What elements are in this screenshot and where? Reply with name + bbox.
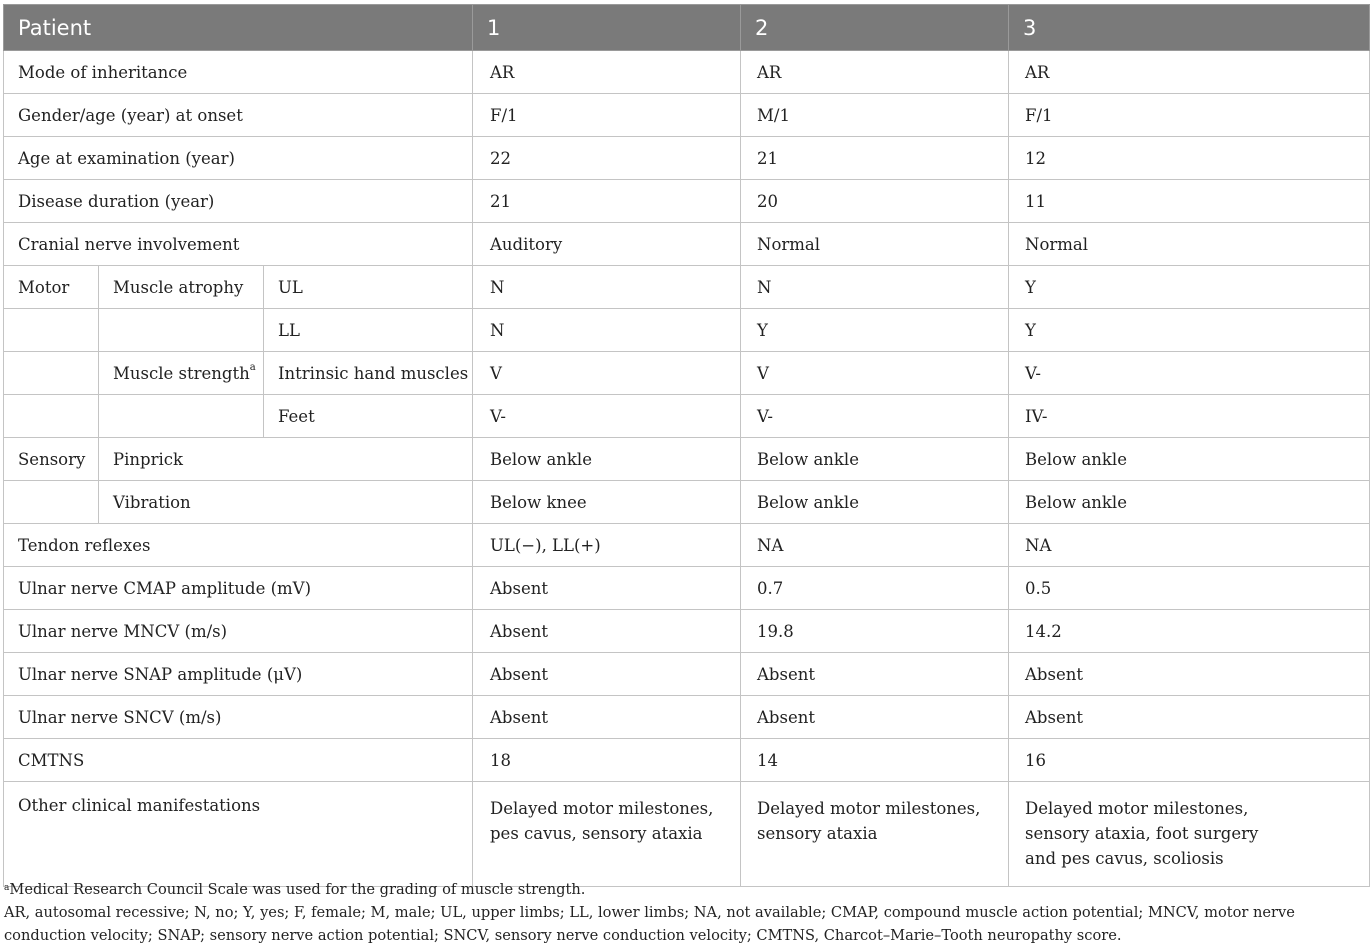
- cell-value: V: [473, 352, 741, 395]
- cell-value: Absent: [741, 696, 1009, 739]
- table-header-row: [4, 5, 1370, 51]
- cell-value: F/1: [1009, 94, 1370, 137]
- footnote-marker: a: [4, 883, 10, 893]
- table-row: [4, 481, 1370, 524]
- footnote-abbreviations: AR, autosomal recessive; N, no; Y, yes; F, female; M, male; UL, upper limbs; LL, lower limbs; NA, not available; CMAP, compound muscle action potential; MNCV, motor nerve conduction velocity; SNAP; sensory nerve action potential; SNCV, sensory nerve conduction velocity; CMTNS, Charcot–Marie–Tooth neuropathy score.: [4, 904, 1295, 944]
- cell-value: Absent: [1009, 696, 1370, 739]
- row-label: Other clinical manifestations: [4, 782, 473, 887]
- cell-value: 18: [473, 739, 741, 782]
- table-row: [4, 696, 1370, 739]
- cell-line: Delayed motor milestones,: [1025, 799, 1249, 818]
- cell-line: Delayed motor milestones,: [490, 799, 714, 818]
- cell-value: V-: [1009, 352, 1370, 395]
- header-patient-3: 3: [1009, 5, 1370, 51]
- row-label: Ulnar nerve SNAP amplitude (μV): [4, 653, 473, 696]
- cell-value: Absent: [741, 653, 1009, 696]
- cell-value: [741, 782, 1009, 887]
- cell-value: 0.5: [1009, 567, 1370, 610]
- row-label: Mode of inheritance: [4, 51, 473, 94]
- empty-cell: [4, 395, 99, 438]
- table-footnotes: [4, 878, 1370, 947]
- cell-value: [473, 782, 741, 887]
- clinical-features-table: [3, 4, 1370, 887]
- cell-value: 12: [1009, 137, 1370, 180]
- cell-value: [1009, 782, 1370, 887]
- table-row: [4, 94, 1370, 137]
- cell-value: V: [741, 352, 1009, 395]
- cell-value: Absent: [473, 653, 741, 696]
- cell-value: Normal: [741, 223, 1009, 266]
- row-label: Ulnar nerve MNCV (m/s): [4, 610, 473, 653]
- cell-value: Absent: [1009, 653, 1370, 696]
- strength-label-text: Muscle strength: [113, 363, 250, 383]
- table-row: [4, 739, 1370, 782]
- empty-cell: [4, 309, 99, 352]
- cell-value: UL(−), LL(+): [473, 524, 741, 567]
- row-label: Gender/age (year) at onset: [4, 94, 473, 137]
- footnote-a-text: Medical Research Council Scale was used for the grading of muscle strength.: [9, 881, 586, 898]
- group-label-motor: Motor: [4, 266, 99, 309]
- cell-value: 22: [473, 137, 741, 180]
- cell-value: Below ankle: [741, 481, 1009, 524]
- header-patient-1: 1: [473, 5, 741, 51]
- row-label: Vibration: [99, 481, 473, 524]
- table-row: [4, 180, 1370, 223]
- table-row: [4, 610, 1370, 653]
- cell-value: NA: [741, 524, 1009, 567]
- empty-cell: [99, 395, 264, 438]
- cell-value: N: [473, 309, 741, 352]
- empty-cell: [4, 352, 99, 395]
- cell-value: Absent: [473, 696, 741, 739]
- table-row: [4, 438, 1370, 481]
- row-label: Feet: [264, 395, 473, 438]
- table-row: [4, 524, 1370, 567]
- cell-value: Normal: [1009, 223, 1370, 266]
- cell-value: Below ankle: [741, 438, 1009, 481]
- cell-value: Absent: [473, 567, 741, 610]
- cell-value: Y: [1009, 309, 1370, 352]
- subgroup-label-atrophy: Muscle atrophy: [99, 266, 264, 309]
- row-label: Disease duration (year): [4, 180, 473, 223]
- cell-line: Delayed motor milestones,: [757, 799, 981, 818]
- table-row: [4, 266, 1370, 309]
- table-row: [4, 137, 1370, 180]
- cell-line: sensory ataxia, foot surgery: [1025, 824, 1259, 843]
- cell-value: V-: [741, 395, 1009, 438]
- row-label: Ulnar nerve SNCV (m/s): [4, 696, 473, 739]
- footnote-a: [4, 878, 1370, 901]
- cell-value: 11: [1009, 180, 1370, 223]
- row-label: Pinprick: [99, 438, 473, 481]
- row-label: CMTNS: [4, 739, 473, 782]
- cell-value: AR: [741, 51, 1009, 94]
- group-label-sensory: Sensory: [4, 438, 99, 481]
- cell-value: F/1: [473, 94, 741, 137]
- table-row: [4, 51, 1370, 94]
- cell-line: pes cavus, sensory ataxia: [490, 824, 703, 843]
- cell-value: 14.2: [1009, 610, 1370, 653]
- cell-value: N: [741, 266, 1009, 309]
- table-row: [4, 309, 1370, 352]
- cell-value: Below ankle: [1009, 481, 1370, 524]
- cell-value: V-: [473, 395, 741, 438]
- cell-line: sensory ataxia: [757, 824, 878, 843]
- table-row: [4, 352, 1370, 395]
- cell-value: 21: [741, 137, 1009, 180]
- cell-value: AR: [1009, 51, 1370, 94]
- cell-value: 21: [473, 180, 741, 223]
- cell-value: 16: [1009, 739, 1370, 782]
- row-label: Age at examination (year): [4, 137, 473, 180]
- subgroup-label-strength: [99, 352, 264, 395]
- row-label: Ulnar nerve CMAP amplitude (mV): [4, 567, 473, 610]
- cell-value: Absent: [473, 610, 741, 653]
- table-row: [4, 653, 1370, 696]
- empty-cell: [4, 481, 99, 524]
- cell-value: 0.7: [741, 567, 1009, 610]
- row-label: Intrinsic hand muscles: [264, 352, 473, 395]
- cell-value: Y: [741, 309, 1009, 352]
- cell-value: Auditory: [473, 223, 741, 266]
- cell-value: IV-: [1009, 395, 1370, 438]
- cell-value: Y: [1009, 266, 1370, 309]
- header-patient-2: 2: [741, 5, 1009, 51]
- header-patient: Patient: [4, 5, 473, 51]
- table-row: [4, 223, 1370, 266]
- cell-value: 14: [741, 739, 1009, 782]
- cell-value: 19.8: [741, 610, 1009, 653]
- cell-value: Below ankle: [473, 438, 741, 481]
- cell-value: N: [473, 266, 741, 309]
- cell-value: NA: [1009, 524, 1370, 567]
- row-label: Cranial nerve involvement: [4, 223, 473, 266]
- cell-value: Below knee: [473, 481, 741, 524]
- cell-value: AR: [473, 51, 741, 94]
- cell-value: Below ankle: [1009, 438, 1370, 481]
- footnote-marker: a: [249, 361, 256, 373]
- empty-cell: [99, 309, 264, 352]
- cell-line: and pes cavus, scoliosis: [1025, 849, 1224, 868]
- table-row: [4, 782, 1370, 887]
- cell-value: 20: [741, 180, 1009, 223]
- row-label: UL: [264, 266, 473, 309]
- row-label: Tendon reflexes: [4, 524, 473, 567]
- cell-value: M/1: [741, 94, 1009, 137]
- table-row: [4, 395, 1370, 438]
- table-row: [4, 567, 1370, 610]
- row-label: LL: [264, 309, 473, 352]
